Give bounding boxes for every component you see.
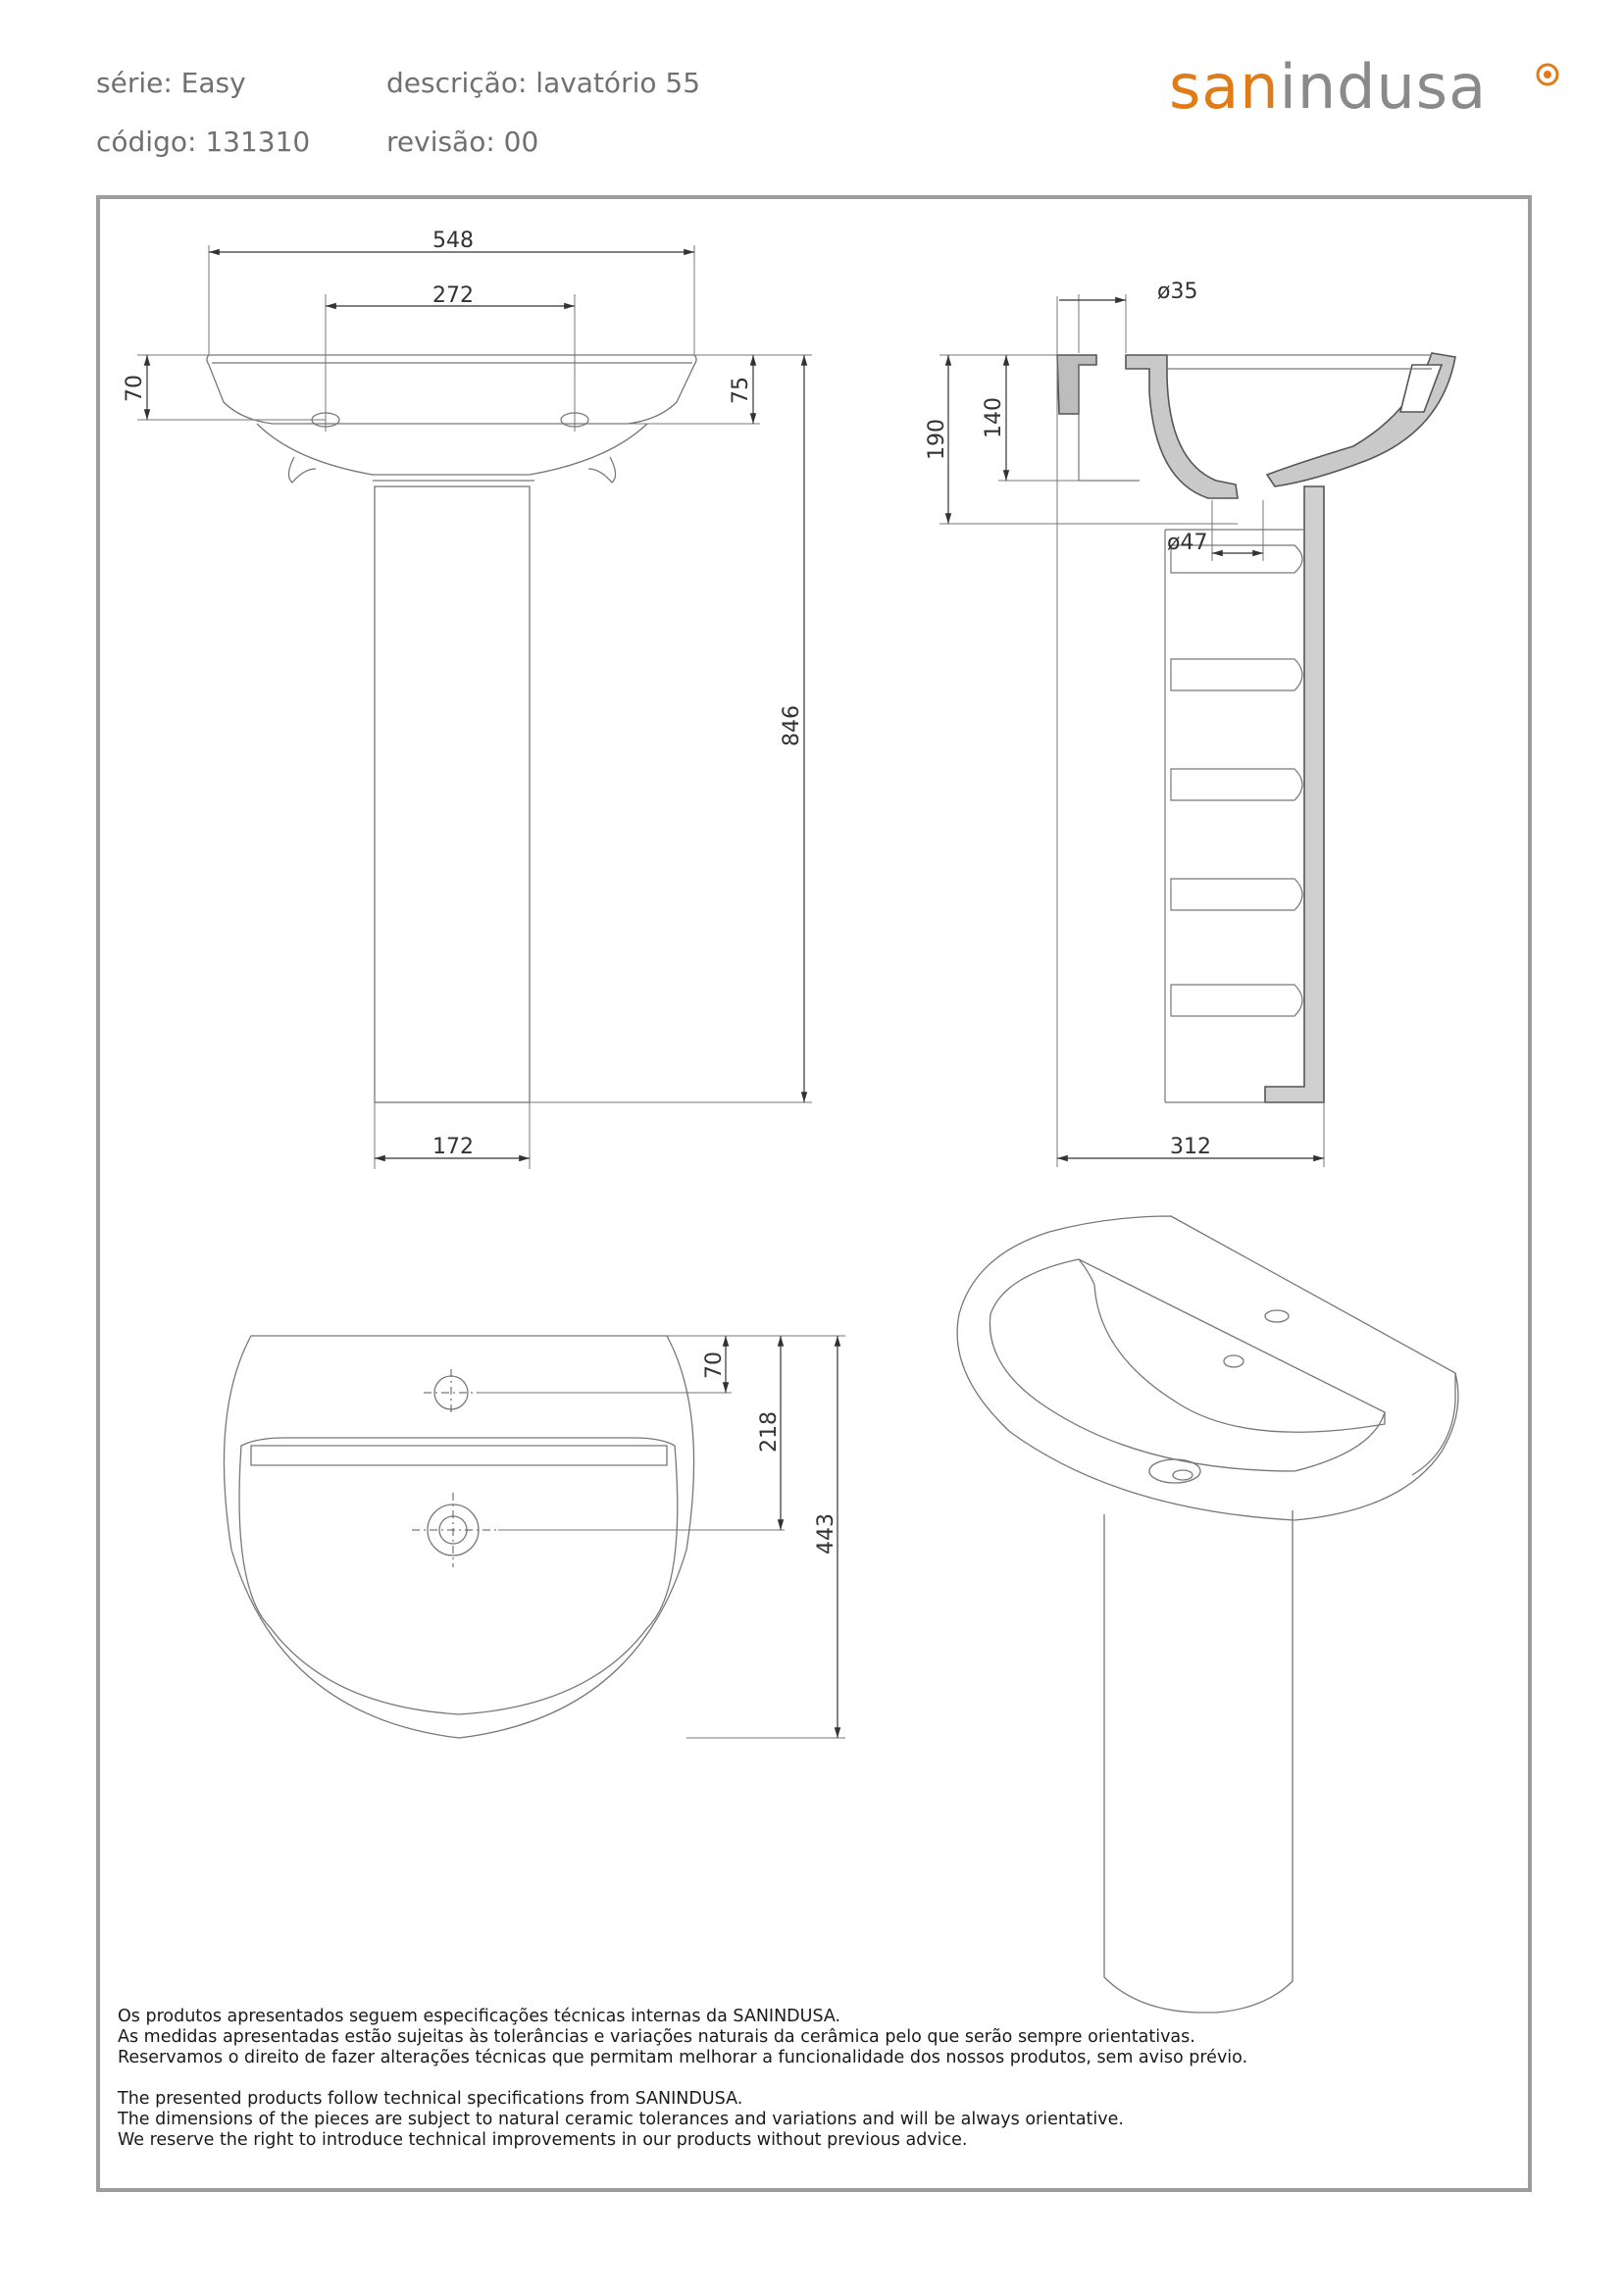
- dim-inner-height: 140: [982, 397, 1006, 438]
- dim-total-height: 846: [780, 705, 804, 746]
- dim-bowl-height: 190: [925, 419, 949, 460]
- disclaimer-notes: [118, 2007, 1247, 2151]
- brand-logo-part1: san: [1169, 51, 1280, 123]
- front-view: [207, 355, 696, 1102]
- codigo-label: código: 131310: [96, 126, 311, 158]
- note-en-2: The dimensions of the pieces are subject to natural ceramic tolerances and variations and will be always orientative.: [118, 2110, 1124, 2129]
- dim-tap-offset: 70: [702, 1351, 727, 1379]
- note-pt-1: Os produtos apresentados seguem especificações técnicas internas da SANINDUSA.: [118, 2007, 841, 2026]
- note-pt-3: Reservamos o direito de fazer alterações técnicas que permitam melhorar a funcionalidade dos nossos produtos, sem aviso prévio.: [118, 2048, 1248, 2067]
- brand-logo-part2: indusa: [1279, 51, 1488, 123]
- note-en-1: The presented products follow technical specifications from SANINDUSA.: [118, 2089, 743, 2109]
- descricao-label: descrição: lavatório 55: [386, 67, 701, 99]
- dim-rim-left: 70: [123, 375, 147, 402]
- perspective-view: [957, 1216, 1458, 2013]
- dim-overflow-diameter: ø35: [1157, 280, 1198, 304]
- dim-rim-right: 75: [729, 377, 753, 404]
- dim-overall-width: 548: [432, 229, 474, 253]
- side-view: [1057, 353, 1455, 1102]
- dim-waste-offset: 218: [757, 1411, 782, 1453]
- note-en-3: We reserve the right to introduce technical improvements in our products without previous advice.: [118, 2130, 968, 2150]
- dim-pedestal-width: 172: [432, 1135, 474, 1159]
- dim-tap-spacing: 272: [432, 283, 474, 308]
- serie-label: série: Easy: [96, 67, 246, 99]
- dim-waste-diameter: ø47: [1167, 531, 1208, 555]
- dim-total-depth: 443: [814, 1513, 838, 1555]
- note-pt-2: As medidas apresentadas estão sujeitas às tolerâncias e variações naturais da cerâmica pelo que serão sempre orientativas.: [118, 2027, 1195, 2047]
- dim-depth: 312: [1170, 1135, 1211, 1159]
- revisao-label: revisão: 00: [386, 126, 539, 158]
- top-view: [224, 1336, 693, 1738]
